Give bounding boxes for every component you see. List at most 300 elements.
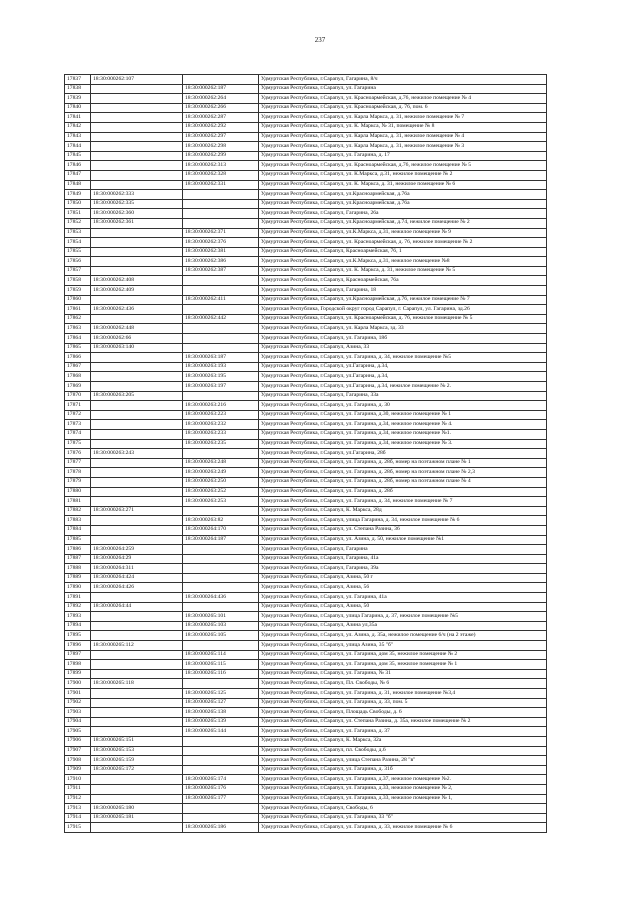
premises-cadastral-number: 18:30:000263:253	[183, 497, 259, 507]
table-row	[65, 679, 547, 689]
table-row	[65, 94, 547, 104]
land-cadastral-number: 18:30:000264:259	[91, 545, 183, 555]
row-number: 17884	[65, 525, 91, 535]
address: Удмуртская Республика, г.Сарапул, пл. Свободы, д.6	[259, 746, 547, 756]
land-cadastral-number	[91, 794, 183, 804]
table-row	[65, 535, 547, 545]
address: Удмуртская Республика, г.Сарапул, ул. Гагарина, д. 28б	[259, 487, 547, 497]
table-row	[65, 794, 547, 804]
premises-cadastral-number: 18:30:000263:195	[183, 372, 259, 382]
premises-cadastral-number: 18:30:000262:292	[183, 122, 259, 132]
table-row	[65, 660, 547, 670]
land-cadastral-number: 18:30:000264:311	[91, 564, 183, 574]
row-number: 17901	[65, 689, 91, 699]
premises-cadastral-number: 18:30:000263:82	[183, 516, 259, 526]
address: Удмуртская Республика, г.Сарапул, ул. Гагарина, д.34, нежилое помещение №1.	[259, 429, 547, 439]
table-row	[65, 765, 547, 775]
land-cadastral-number: 18:30:000265:181	[91, 813, 183, 823]
land-cadastral-number: 18:30:000262:360	[91, 209, 183, 219]
address: Удмуртская Республика, г.Сарапул, Гагарина, 33а	[259, 391, 547, 401]
land-cadastral-number	[91, 823, 183, 833]
table-row	[65, 621, 547, 631]
table-row	[65, 190, 547, 200]
premises-cadastral-number: 18:30:000265:138	[183, 708, 259, 718]
row-number: 17885	[65, 535, 91, 545]
premises-cadastral-number	[183, 756, 259, 766]
land-cadastral-number	[91, 784, 183, 794]
row-number: 17907	[65, 746, 91, 756]
table-row	[65, 75, 547, 85]
premises-cadastral-number: 18:30:000262:371	[183, 228, 259, 238]
land-cadastral-number: 18:30:000265:153	[91, 746, 183, 756]
row-number: 17913	[65, 804, 91, 814]
address: Удмуртская Республика, г.Сарапул, ул.К.Маркса, д.31, нежилое помещение №8	[259, 257, 547, 267]
row-number: 17856	[65, 257, 91, 267]
row-number: 17854	[65, 238, 91, 248]
premises-cadastral-number	[183, 545, 259, 555]
row-number: 17868	[65, 372, 91, 382]
land-cadastral-number	[91, 775, 183, 785]
premises-cadastral-number	[183, 209, 259, 219]
address: Удмуртская Республика, г.Сарапул, Гагарина	[259, 545, 547, 555]
address: Удмуртская Республика, г.Сарапул, ул. Гагарина, д.37, нежилое помещение №2.	[259, 775, 547, 785]
row-number: 17847	[65, 170, 91, 180]
address: Удмуртская Республика, г.Сарапул, ул. Степана Разина, 36	[259, 525, 547, 535]
land-cadastral-number	[91, 103, 183, 113]
premises-cadastral-number: 18:30:000262:299	[183, 151, 259, 161]
premises-cadastral-number: 18:30:000265:186	[183, 823, 259, 833]
page-number: 237	[314, 36, 326, 44]
address: Удмуртская Республика, г.Сарапул, Гагарина, 41а	[259, 554, 547, 564]
row-number: 17876	[65, 449, 91, 459]
table-row	[65, 813, 547, 823]
table-row	[65, 353, 547, 363]
table-row	[65, 170, 547, 180]
row-number: 17853	[65, 228, 91, 238]
address: Удмуртская Республика, г.Сарапул, ул. Азина, д. 50, нежилое помещение №1	[259, 535, 547, 545]
row-number: 17875	[65, 439, 91, 449]
land-cadastral-number	[91, 420, 183, 430]
premises-cadastral-number	[183, 190, 259, 200]
land-cadastral-number	[91, 180, 183, 190]
row-number: 17871	[65, 401, 91, 411]
row-number: 17846	[65, 161, 91, 171]
premises-cadastral-number	[183, 641, 259, 651]
table-row	[65, 113, 547, 123]
address: Удмуртская Республика, г.Сарапул, ул. Гагарина, д. 28б, номер на поэтажном плане № 2,3	[259, 468, 547, 478]
premises-cadastral-number: 18:30:000263:235	[183, 439, 259, 449]
table-row	[65, 727, 547, 737]
land-cadastral-number	[91, 295, 183, 305]
premises-cadastral-number: 18:30:000264:170	[183, 525, 259, 535]
row-number: 17880	[65, 487, 91, 497]
premises-cadastral-number: 18:30:000263:197	[183, 382, 259, 392]
table-row	[65, 276, 547, 286]
table-row	[65, 314, 547, 324]
row-number: 17867	[65, 362, 91, 372]
land-cadastral-number	[91, 247, 183, 257]
premises-cadastral-number	[183, 218, 259, 228]
premises-cadastral-number	[183, 286, 259, 296]
premises-cadastral-number: 18:30:000265:144	[183, 727, 259, 737]
land-cadastral-number	[91, 132, 183, 142]
row-number: 17910	[65, 775, 91, 785]
premises-cadastral-number: 18:30:000265:105	[183, 631, 259, 641]
address: Удмуртская Республика, г.Сарапул, Азина, 56	[259, 583, 547, 593]
row-number: 17858	[65, 276, 91, 286]
address: Удмуртская Республика, г.Сарапул, ул. Гагарина, дом 35, нежилое помещение № 1	[259, 660, 547, 670]
table-row	[65, 669, 547, 679]
address: Удмуртская Республика, г.Сарапул, ул.Гагарина, д.34, нежилое помещение № 2.	[259, 382, 547, 392]
row-number: 17848	[65, 180, 91, 190]
land-cadastral-number: 18:30:000263:243	[91, 449, 183, 459]
address: Удмуртская Республика, г.Сарапул, ул. Карла Маркса, д. 31, нежилое помещение № 3	[259, 142, 547, 152]
address: Удмуртская Республика, г.Сарапул, ул. Гагарина, д. 33, пом. 5	[259, 698, 547, 708]
address: Удмуртская Республика, г.Сарапул, Гагарина, 26а	[259, 209, 547, 219]
row-number: 17843	[65, 132, 91, 142]
address: Удмуртская Республика, г.Сарапул, улица Азина, 35 "б"	[259, 641, 547, 651]
premises-cadastral-number: 18:30:000262:386	[183, 257, 259, 267]
row-number: 17897	[65, 650, 91, 660]
land-cadastral-number	[91, 257, 183, 267]
land-cadastral-number	[91, 122, 183, 132]
address: Удмуртская Республика, г.Сарапул, К. Маркса, 28д	[259, 506, 547, 516]
premises-cadastral-number: 18:30:000263:193	[183, 362, 259, 372]
registry-table	[64, 74, 547, 833]
premises-cadastral-number	[183, 554, 259, 564]
address: Удмуртская Республика, г.Сарапул, ул. Гагарина, д.33, нежилое помещение № 2,	[259, 784, 547, 794]
row-number: 17894	[65, 621, 91, 631]
land-cadastral-number: 18:30:000265:159	[91, 756, 183, 766]
land-cadastral-number	[91, 170, 183, 180]
address: Удмуртская Республика, г.Сарапул, Красноармейская, 76а	[259, 276, 547, 286]
premises-cadastral-number: 18:30:000265:114	[183, 650, 259, 660]
row-number: 17899	[65, 669, 91, 679]
address: Удмуртская Республика, г.Сарапул, ул.Красноармейская, д.76а	[259, 190, 547, 200]
premises-cadastral-number	[183, 602, 259, 612]
table-row	[65, 583, 547, 593]
premises-cadastral-number: 18:30:000262:331	[183, 180, 259, 190]
land-cadastral-number	[91, 717, 183, 727]
table-row	[65, 180, 547, 190]
land-cadastral-number	[91, 621, 183, 631]
row-number: 17895	[65, 631, 91, 641]
table-row	[65, 525, 547, 535]
row-number: 17908	[65, 756, 91, 766]
premises-cadastral-number	[183, 391, 259, 401]
premises-cadastral-number: 18:30:000262:376	[183, 238, 259, 248]
address: Удмуртская Республика, г.Сарапул, улица Степана Разина, 28 "в"	[259, 756, 547, 766]
land-cadastral-number: 18:30:000264:426	[91, 583, 183, 593]
address: Удмуртская Республика, г.Сарапул, ул. Гагарина	[259, 84, 547, 94]
address: Удмуртская Республика, г.Сарапул, Площадь Свободы, д. 6	[259, 708, 547, 718]
premises-cadastral-number	[183, 199, 259, 209]
row-number: 17849	[65, 190, 91, 200]
premises-cadastral-number: 18:30:000262:411	[183, 295, 259, 305]
land-cadastral-number: 18:30:000262:335	[91, 199, 183, 209]
row-number: 17851	[65, 209, 91, 219]
row-number: 17859	[65, 286, 91, 296]
land-cadastral-number	[91, 94, 183, 104]
table-row	[65, 736, 547, 746]
table-row	[65, 228, 547, 238]
address: Удмуртская Республика, г.Сарапул, ул.К.Маркса, д.31, нежилое помещение № 9	[259, 228, 547, 238]
table-row	[65, 372, 547, 382]
row-number: 17869	[65, 382, 91, 392]
table-row	[65, 458, 547, 468]
row-number: 17892	[65, 602, 91, 612]
premises-cadastral-number: 18:30:000265:115	[183, 660, 259, 670]
row-number: 17888	[65, 564, 91, 574]
table-row	[65, 746, 547, 756]
premises-cadastral-number	[183, 449, 259, 459]
row-number: 17881	[65, 497, 91, 507]
row-number: 17841	[65, 113, 91, 123]
row-number: 17878	[65, 468, 91, 478]
land-cadastral-number: 18:30:000264:44	[91, 602, 183, 612]
premises-cadastral-number: 18:30:000263:223	[183, 410, 259, 420]
premises-cadastral-number: 18:30:000264:436	[183, 593, 259, 603]
table-row	[65, 343, 547, 353]
land-cadastral-number	[91, 401, 183, 411]
table-row	[65, 449, 547, 459]
address: Удмуртская Республика, г.Сарапул, ул. Гагарина, д. 33, нежилое помещение № 6	[259, 823, 547, 833]
land-cadastral-number	[91, 660, 183, 670]
table-row	[65, 756, 547, 766]
row-number: 17906	[65, 736, 91, 746]
land-cadastral-number	[91, 353, 183, 363]
land-cadastral-number	[91, 535, 183, 545]
premises-cadastral-number	[183, 334, 259, 344]
premises-cadastral-number: 18:30:000265:174	[183, 775, 259, 785]
address: Удмуртская Республика, г.Сарапул, Азина ул,35а	[259, 621, 547, 631]
land-cadastral-number: 18:30:000262:436	[91, 305, 183, 315]
table-row	[65, 305, 547, 315]
land-cadastral-number	[91, 410, 183, 420]
row-number: 17890	[65, 583, 91, 593]
land-cadastral-number: 18:30:000262:361	[91, 218, 183, 228]
address: Удмуртская Республика, г.Сарапул, ул. Гагарина, дом 35, нежилое помещение № 2	[259, 650, 547, 660]
address: Удмуртская Республика, г.Сарапул, ул. Гагарина, д. 28б, номер на поэтажном плане № 4	[259, 477, 547, 487]
row-number: 17837	[65, 75, 91, 85]
address: Удмуртская Республика, г.Сарапул, Красноармейская, 76, 1	[259, 247, 547, 257]
land-cadastral-number: 18:30:000263:140	[91, 343, 183, 353]
address: Удмуртская Республика, г.Сарапул, К. Маркса, 32а	[259, 736, 547, 746]
land-cadastral-number	[91, 468, 183, 478]
premises-cadastral-number: 18:30:000262:287	[183, 113, 259, 123]
table-row	[65, 698, 547, 708]
row-number: 17915	[65, 823, 91, 833]
address: Удмуртская Республика, г.Сарапул, ул. Карла Маркса, д. 31, нежилое помещение № 4	[259, 132, 547, 142]
table-row	[65, 199, 547, 209]
row-number: 17877	[65, 458, 91, 468]
address: Удмуртская Республика, г.Сарапул, ул. Гагарина, д. 30	[259, 401, 547, 411]
address: Удмуртская Республика, г.Сарапул, ул. Азина, д. 35а, нежилое помещение 6/ч (на 2 этаже)	[259, 631, 547, 641]
table-row	[65, 573, 547, 583]
row-number: 17883	[65, 516, 91, 526]
land-cadastral-number: 18:30:000265:180	[91, 804, 183, 814]
premises-cadastral-number: 18:30:000262:298	[183, 142, 259, 152]
table-row	[65, 410, 547, 420]
table-row	[65, 506, 547, 516]
row-number: 17863	[65, 324, 91, 334]
land-cadastral-number	[91, 458, 183, 468]
premises-cadastral-number	[183, 506, 259, 516]
address: Удмуртская Республика, г.Сарапул, ул. Гагарина, 33 "б"	[259, 813, 547, 823]
row-number: 17912	[65, 794, 91, 804]
address: Удмуртская Республика, г.Сарапул, ул. Гагарина, д. 28б, номер на поэтажном плане № 1	[259, 458, 547, 468]
table-row	[65, 420, 547, 430]
address: Удмуртская Республика, г.Сарапул, ул. Гагарина, 41а	[259, 593, 547, 603]
table-row	[65, 334, 547, 344]
address: Удмуртская Республика, г.Сарапул, ул. Карла Маркса, д. 31, нежилое помещение № 7	[259, 113, 547, 123]
premises-cadastral-number: 18:30:000263:233	[183, 429, 259, 439]
row-number: 17870	[65, 391, 91, 401]
table-row	[65, 218, 547, 228]
row-number: 17874	[65, 429, 91, 439]
table-row	[65, 439, 547, 449]
row-number: 17896	[65, 641, 91, 651]
table-row	[65, 631, 547, 641]
address: Удмуртская Республика, г.Сарапул, ул. Гагарина, д.33, нежилое помещение № 1,	[259, 794, 547, 804]
land-cadastral-number: 18:30:000264:424	[91, 573, 183, 583]
premises-cadastral-number: 18:30:000265:127	[183, 698, 259, 708]
premises-cadastral-number	[183, 813, 259, 823]
premises-cadastral-number: 18:30:000263:250	[183, 477, 259, 487]
row-number: 17873	[65, 420, 91, 430]
premises-cadastral-number: 18:30:000263:232	[183, 420, 259, 430]
address: Удмуртская Республика, г.Сарапул, ул.Красноармейская, д.76, нежилое помещение № 7	[259, 295, 547, 305]
address: Удмуртская Республика, г.Сарапул, ул. Гагарина, д. 34, нежилое помещение №5	[259, 353, 547, 363]
premises-cadastral-number	[183, 343, 259, 353]
row-number: 17909	[65, 765, 91, 775]
row-number: 17889	[65, 573, 91, 583]
row-number: 17865	[65, 343, 91, 353]
premises-cadastral-number: 18:30:000263:248	[183, 458, 259, 468]
premises-cadastral-number	[183, 765, 259, 775]
land-cadastral-number	[91, 727, 183, 737]
row-number: 17900	[65, 679, 91, 689]
premises-cadastral-number: 18:30:000262:387	[183, 266, 259, 276]
premises-cadastral-number: 18:30:000265:116	[183, 669, 259, 679]
row-number: 17911	[65, 784, 91, 794]
land-cadastral-number: 18:30:000265:112	[91, 641, 183, 651]
row-number: 17838	[65, 84, 91, 94]
table-row	[65, 151, 547, 161]
land-cadastral-number: 18:30:000265:118	[91, 679, 183, 689]
address: Удмуртская Республика, г.Сарапул, ул. Красноармейская, д. 76, пом. 6	[259, 103, 547, 113]
address: Удмуртская Республика, г.Сарапул, Пл. Свободы, № 6	[259, 679, 547, 689]
table-row	[65, 717, 547, 727]
land-cadastral-number	[91, 429, 183, 439]
row-number: 17902	[65, 698, 91, 708]
row-number: 17879	[65, 477, 91, 487]
row-number: 17903	[65, 708, 91, 718]
land-cadastral-number	[91, 113, 183, 123]
row-number: 17864	[65, 334, 91, 344]
address: Удмуртская Республика, г.Сарапул, ул. Степана Разина, д. 35а, нежилое помещение № 2	[259, 717, 547, 727]
land-cadastral-number: 18:30:000262:448	[91, 324, 183, 334]
address: Удмуртская Республика, г.Сарапул, ул. К.Маркса, д.31, нежилое помещение № 2	[259, 170, 547, 180]
table-row	[65, 391, 547, 401]
address: Удмуртская Республика, г.Сарапул, ул.Гагарина, д.34,	[259, 372, 547, 382]
land-cadastral-number: 18:30:000262:333	[91, 190, 183, 200]
address: Удмуртская Республика, г.Сарапул, ул. К. Маркса, д. 31, нежилое помещение № 6	[259, 180, 547, 190]
land-cadastral-number	[91, 362, 183, 372]
premises-cadastral-number	[183, 583, 259, 593]
table-row	[65, 602, 547, 612]
address: Удмуртская Республика, г.Сарапул, ул. Гагарина, д. 37	[259, 727, 547, 737]
premises-cadastral-number: 18:30:000263:252	[183, 487, 259, 497]
land-cadastral-number	[91, 372, 183, 382]
address: Удмуртская Республика, г.Сарапул, улица Гагарина, д. 34, нежилое помещение № 6	[259, 516, 547, 526]
land-cadastral-number: 18:30:000265:172	[91, 765, 183, 775]
table-row	[65, 286, 547, 296]
land-cadastral-number	[91, 708, 183, 718]
land-cadastral-number: 18:30:000265:151	[91, 736, 183, 746]
row-number: 17872	[65, 410, 91, 420]
land-cadastral-number	[91, 612, 183, 622]
address: Удмуртская Республика, г.Сарапул, Азина, 33	[259, 343, 547, 353]
table-row	[65, 266, 547, 276]
land-cadastral-number	[91, 238, 183, 248]
address: Удмуртская Республика, г.Сарапул, ул. Красноармейская, д.76, нежилое помещение № 5	[259, 161, 547, 171]
address: Удмуртская Республика, г.Сарапул, Азина, 50 г	[259, 573, 547, 583]
address: Удмуртская Республика, г.Сарапул, ул. Гагарина, д.30, нежилое помещение № 1	[259, 410, 547, 420]
premises-cadastral-number	[183, 305, 259, 315]
table-row	[65, 103, 547, 113]
premises-cadastral-number: 18:30:000262:442	[183, 314, 259, 324]
premises-cadastral-number	[183, 573, 259, 583]
premises-cadastral-number	[183, 564, 259, 574]
table-row	[65, 477, 547, 487]
table-row	[65, 362, 547, 372]
address: Удмуртская Республика, г.Сарапул, ул. Гагарина, д. 17	[259, 151, 547, 161]
row-number: 17842	[65, 122, 91, 132]
land-cadastral-number	[91, 669, 183, 679]
row-number: 17904	[65, 717, 91, 727]
table-row	[65, 382, 547, 392]
address: Удмуртская Республика, г.Сарапул, ул. Гагарина, д.34, нежилое помещение № 4.	[259, 420, 547, 430]
row-number: 17840	[65, 103, 91, 113]
table-row	[65, 257, 547, 267]
registry-rows	[65, 75, 547, 833]
address: Удмуртская Республика, г.Сарапул, ул. Гагарина, д. 31б	[259, 765, 547, 775]
address: Удмуртская Республика, г.Сарапул, ул. К. Маркса, № 31, помещение № 8	[259, 122, 547, 132]
premises-cadastral-number	[183, 736, 259, 746]
row-number: 17866	[65, 353, 91, 363]
address: Удмуртская Республика, г.Сарапул, ул. Гагарина, д. 34, нежилое помещение № 7	[259, 497, 547, 507]
row-number: 17861	[65, 305, 91, 315]
premises-cadastral-number	[183, 75, 259, 85]
table-row	[65, 804, 547, 814]
land-cadastral-number: 18:30:000264:29	[91, 554, 183, 564]
address: Удмуртская Республика, г.Сарапул, ул. Красноармейская, д. 76, нежилое помещение № 5	[259, 314, 547, 324]
row-number: 17914	[65, 813, 91, 823]
address: Удмуртская Республика, г.Сарапул, Азина, 50	[259, 602, 547, 612]
premises-cadastral-number	[183, 276, 259, 286]
row-number: 17887	[65, 554, 91, 564]
land-cadastral-number	[91, 266, 183, 276]
land-cadastral-number	[91, 314, 183, 324]
table-row	[65, 468, 547, 478]
premises-cadastral-number: 18:30:000262:264	[183, 94, 259, 104]
address: Удмуртская Республика, г.Сарапул, ул. Красноармейская, д.76, нежилое помещение № 4	[259, 94, 547, 104]
premises-cadastral-number: 18:30:000262:313	[183, 161, 259, 171]
land-cadastral-number	[91, 525, 183, 535]
premises-cadastral-number: 18:30:000265:176	[183, 784, 259, 794]
address: Удмуртская Республика, г.Сарапул, Гагарина, 8/ч	[259, 75, 547, 85]
